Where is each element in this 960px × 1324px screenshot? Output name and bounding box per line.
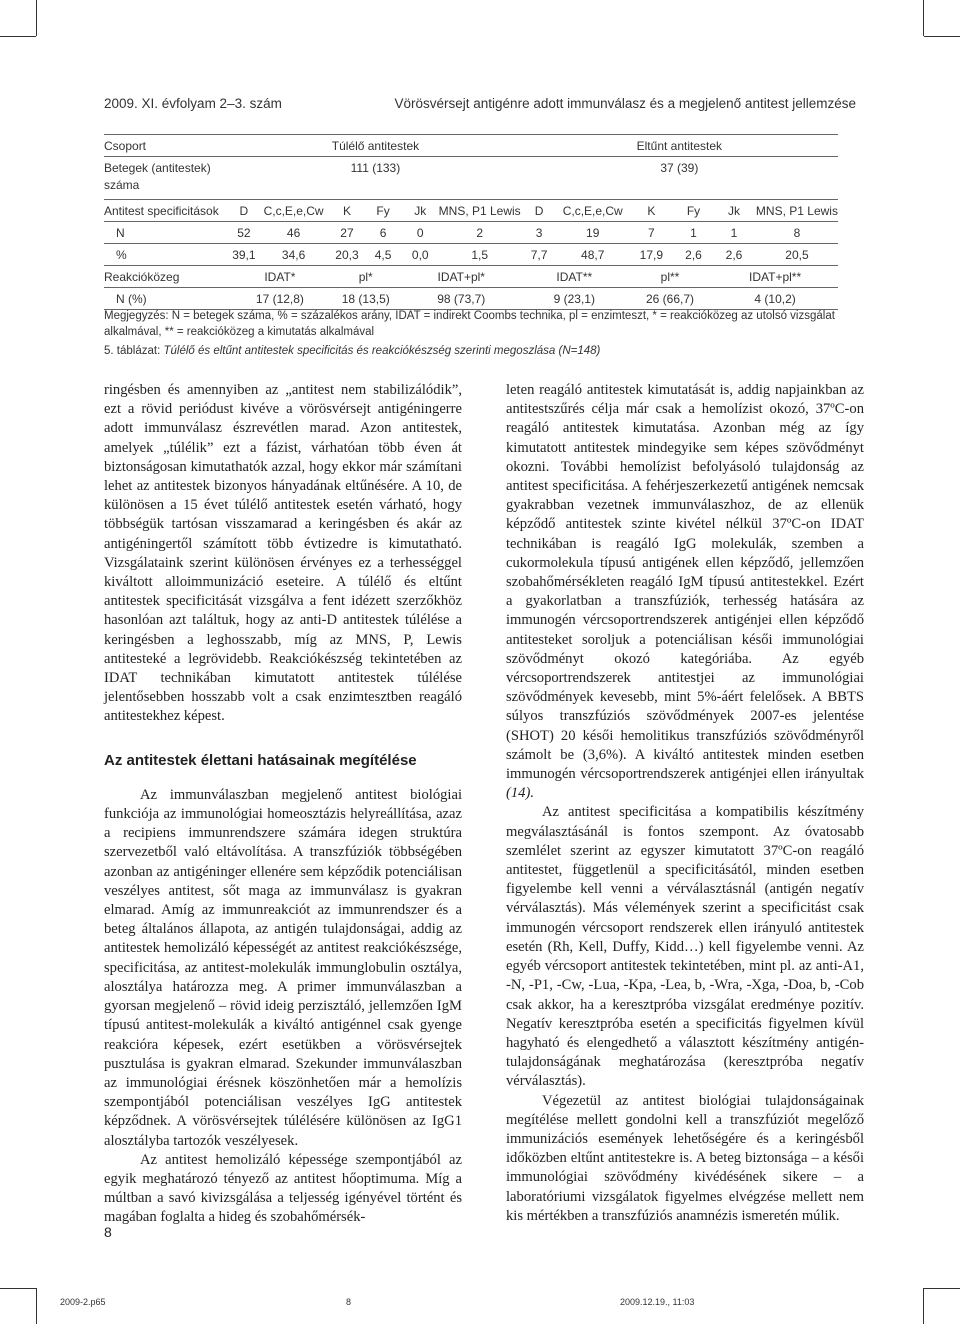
table-cell: 39,1: [230, 244, 257, 266]
table-cell: IDAT**: [521, 266, 628, 288]
right-column: [506, 381, 864, 1226]
table-cell: MNS, P1 Lewis: [756, 200, 838, 222]
table-cell: 9 (23,1): [521, 288, 628, 310]
table-cell: 37 (39): [660, 160, 699, 175]
section-heading: Az antitestek élettani hatásainak megítélése: [104, 751, 417, 769]
table-row: [104, 200, 838, 222]
table-cell: IDAT+pl**: [712, 266, 838, 288]
table-cell: 6: [364, 222, 402, 244]
table-cell: C,c,E,e,Cw: [558, 200, 628, 222]
crop-mark: [923, 0, 924, 36]
running-header-right: Vörösvérsejt antigénre adott immunválasz és a megjelenő antitest jellemzése: [394, 96, 856, 111]
crop-mark: [0, 1288, 36, 1289]
table-5: [104, 134, 838, 310]
table-cell: 1: [712, 222, 756, 244]
footer-date: 2009.12.19., 11:03: [620, 1297, 695, 1307]
table-row: [104, 288, 838, 310]
table-cell: Jk: [402, 200, 439, 222]
paragraph: Végezetül az antitest biológiai tulajdonságainak megítélése mellett gondolni kell a transzfúziót megelőző immunizációs események lehetőségére és a keringésből időközben eltűnt antitestekre is. A beteg biztonsága – a késői immunológiai szövődmény kivédésének sikere – a laboratóriumi vizsgálatok figyelmes elvégzése mellett nem kis mértékben a transzfúziós anamnézis ismeretén múlik.: [506, 1092, 864, 1224]
table-cell: 4,5: [364, 244, 402, 266]
left-column: [104, 381, 462, 1228]
table-row: [104, 157, 838, 179]
reference: (14).: [506, 785, 534, 802]
table-cell: 20,3: [330, 244, 365, 266]
crop-mark: [36, 1288, 37, 1324]
table-note: Megjegyzés: N = betegek száma, % = százalékos arány, IDAT = indirekt Coombs technika, pl = enzimteszt, * = reakcióközeg az utolsó vizsgálat alkalmával, ** = reakcióközeg a kimutatás alkalmával: [104, 310, 835, 338]
table-cell: 111 (133): [350, 160, 401, 175]
table-row: [104, 244, 838, 266]
table-cell: 1: [675, 222, 712, 244]
crop-mark: [924, 1288, 960, 1289]
paragraph-text: Az antitest specificitása a kompatibilis készítmény megválasztásánál is fontos szempont. Az óvatosabb szemlélet szerint az egyszer kimutatott 37ºC-on reagáló antitestet, függetlenül a specificitásától, minden esetben figyelembe kell venni a vérválasztásnál (antigén negatív vérválasztás). Más vélemények szerint a specificitást csak immunogén vércsoport rendszerek ellen irányuló antitestek esetén (Rh, Kell, Duffy, Kidd…) kell figyelembe venni. Az egyéb vércsoport antitestek tekintetében, mint pl. az anti-A: [506, 804, 864, 975]
paragraph: [506, 381, 864, 803]
crop-mark: [923, 1288, 924, 1324]
paragraph: Az immunválaszban megjelenő antitest biológiai funkciója az immunológiai homeosztázis helyreállítása, azaz a recipiens immunrendszere számára idegen struktúra szervezetből való eltávolítása. A transzfúziók többségében azonban az antigéninger ellenére sem képződik potenciálisan veszélyes antitest, sőt maga az immunválasz is gyakran elmarad. Amíg az immunreakciót az immunrendszer és a beteg általános állapota, az antigén tulajdonságai, addig az antitestek hemolizáló képességét az antitest reakciókészsége, specificitása, az antitest-molekulák immunglobulin osztálya, alosztálya határozza meg. A primer immunválaszban a gyorsan megjelenő – rövid ideig perzisztáló, jellemzően IgM típusú antitest-molekulák a kiváltó antigénnel csak gyenge reakcióra képesek, ezért esetükben a vörösvérsejtek pusztulása is gyakran elmarad. Szekunder immunválaszban az immunológiai érésnek köszönhetően már a hemolízis szempontjából potenciálisan veszélyes IgG antitestek képződnek. A vörösvérsejtek túlélésére különösen az IgG1 alosztályba tartozók veszélyesek.: [104, 786, 462, 1149]
crop-mark: [924, 36, 960, 37]
table-cell: IDAT+pl*: [402, 266, 521, 288]
table-cell: N (%): [104, 288, 230, 310]
table-cell: Reakcióközeg: [104, 266, 230, 288]
footer-page: 8: [346, 1297, 352, 1307]
paragraph: [506, 803, 864, 1091]
table-cell: 27: [330, 222, 365, 244]
table-caption: [104, 345, 600, 357]
table-cell: 2,6: [712, 244, 756, 266]
table-cell: 7,7: [521, 244, 558, 266]
table-cell: 0,0: [402, 244, 439, 266]
paragraph: Az antitest hemolizáló képessége szempontjából az egyik meghatározó tényező az antitest hőoptimuma. Míg a múltban a savó kivizsgálása a teljesség igényével történt és magában foglalta a hideg és szobahőmérsék-: [104, 1151, 462, 1226]
table-cell: 8: [756, 222, 838, 244]
table-cell: Csoport: [104, 135, 230, 157]
table-cell: %: [104, 244, 230, 266]
table-cell: 20,5: [756, 244, 838, 266]
table-cell: pl**: [628, 266, 712, 288]
table-cell: Túlélő antitestek: [230, 135, 521, 157]
table-cell: 98 (73,7): [402, 288, 521, 310]
running-header-left: 2009. XI. évfolyam 2–3. szám: [104, 96, 282, 111]
page-number: 8: [104, 1224, 112, 1240]
table-cell: 17 (12,8): [230, 288, 329, 310]
table-cell: 2,6: [675, 244, 712, 266]
table-cell: Antitest specificitások: [104, 200, 230, 222]
table-cell: D: [230, 200, 257, 222]
table-cell: 18 (13,5): [330, 288, 402, 310]
table-header-row: [104, 135, 838, 157]
table-cell: száma: [104, 178, 230, 200]
table-cell: 2: [439, 222, 521, 244]
table-cell: 1,5: [439, 244, 521, 266]
table-cell: 7: [628, 222, 675, 244]
table-cell: MNS, P1 Lewis: [439, 200, 521, 222]
table-row: [104, 266, 838, 288]
table-cell: 4 (10,2): [712, 288, 838, 310]
table-cell: Jk: [712, 200, 756, 222]
table-cell: K: [330, 200, 365, 222]
table-cell: C,c,E,e,Cw: [258, 200, 330, 222]
table-cell: N: [104, 222, 230, 244]
table-cell: Fy: [675, 200, 712, 222]
table-cell: 17,9: [628, 244, 675, 266]
table-cell: K: [628, 200, 675, 222]
table-cell: 26 (66,7): [628, 288, 712, 310]
caption-label: 5. táblázat:: [104, 345, 164, 357]
table-row: [104, 178, 838, 200]
table-cell: D: [521, 200, 558, 222]
table-cell: IDAT*: [230, 266, 329, 288]
table-cell: 19: [558, 222, 628, 244]
table-cell: Betegek (antitestek): [104, 160, 211, 175]
paragraph-text: leten reagáló antitestek kimutatását is, addig napjainkban az antitestszűrés célja már csak a hemolízist okozó, 37ºC-on reagáló antitestek kimutatása. Azonban még az így kimutatott antitestek mindegyike sem képes szövődményt okozni. További hemolízist befolyásoló tulajdonság az antitest specificitása. A fehérjeszerkezetű antigének nemcsak gyakrabban vezetnek immunválaszhoz, de az ellenük képződő antitestek szinte kivétel nélkül 37ºC-on IDAT technikában is reagáló IgG molekulák, szemben a cukormolekula típusú antigének ellen képződő, jellemzően szobahőmérsékleten reagáló IgM típusú antitestekkel. Ezért a gyakorlatban a transzfúziók, terhesség hatására az immunogén vércsoportrendszerek antigénjei ellen képződő antitesteket soroljuk a potenciálisan késői immunológiai szövődményt okozó kategóriába. Az egyéb vércsoportrendszerek antitestjei az immunológiai szövődmények kevesebb, mint 5%-áért felelősek. A BBTS súlyos transzfúziós szövődmények 2007-es jelentése (SHOT) 20 késői hemolitikus transzfúziós szövődményről számolt be (3,6%). A kiváltó antitestek minden esetben immunogén vércsoportrendszerek antigénjei ellen irányultak: [506, 382, 864, 783]
caption-text: Túlélő és eltűnt antitestek specificitás és reakciókészség szerinti megoszlása (N=148): [163, 345, 601, 357]
table-cell: 46: [258, 222, 330, 244]
table-cell: 48,7: [558, 244, 628, 266]
paragraph-text: 1, -N, -P1, -Cw, -Lua, -Kpa, -Lea, b, -Wra, -Xga, -Doa, b, -Cob csak akkor, ha a keresztpróba vizsgálat eredménye pozitív. Negatív keresztpróba esetén a specificitás figyelmen kívül hagyható és elengedhető a választott készítmény antigén-tulajdonságának meghatározása (keresztpróba negatív vérválasztás).: [506, 958, 864, 1090]
table-cell: 0: [402, 222, 439, 244]
table-cell: 3: [521, 222, 558, 244]
paragraph: ringésben és amennyiben az „antitest nem stabilizálódik”, ezt a rövid periódust kivéve a vörösvérsejt antigéningerre adott immunválasz észrevétlen marad. Azon antitestek, amelyek „túlélik” ezt a fázist, várhatóan több éven át biztonságosan kimutathatók azzal, hogy ekkor már számítani lehet az antitestek bizonyos hányadának eltűnésére. A 10, de különösen a 15 évet túlélő antitestek esetén várható, hogy többségük tartósan visszamarad a keringésben és akár az antigéningertől számított több évtizedre is kimutatható. Vizsgálataink szerint különösen érvényes ez a terhességgel kiváltott alloimmunizáció eseteire. A túlélő és eltűnt antitestek specificitását vizsgálva a fent idézett szerzőkhöz hasonlóan azt találtuk, hogy az anti-D antitestek túlélése a keringésben a leghosszabb, míg az MNS, P, Lewis antitesteké a legrövidebb. Reakciókészség tekintetében az IDAT technikában kimutatott antitestek túlélése jelentősebben hosszabb volt a csak enzimtesztben reagáló antitestekhez képest.: [104, 382, 462, 725]
table-row: [104, 222, 838, 244]
table-cell: pl*: [330, 266, 402, 288]
table-cell: Fy: [364, 200, 402, 222]
table-cell: 34,6: [258, 244, 330, 266]
crop-mark: [0, 36, 36, 37]
crop-mark: [36, 0, 37, 36]
table-cell: 52: [230, 222, 257, 244]
footer-file: 2009-2.p65: [60, 1297, 106, 1307]
table-cell: Eltűnt antitestek: [521, 135, 838, 157]
